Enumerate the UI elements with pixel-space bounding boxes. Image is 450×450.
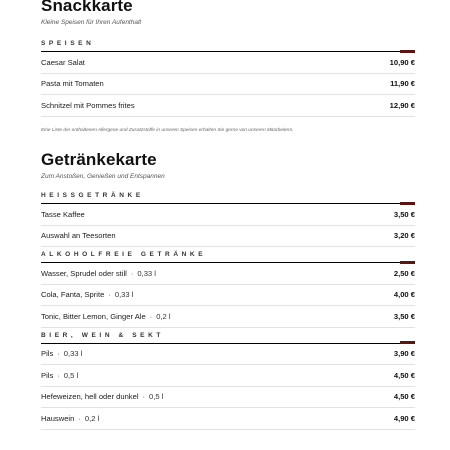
bullet-separator: ·	[142, 392, 146, 402]
item-price: 3,50 €	[393, 311, 415, 321]
section-label: BIER, WEIN & SEKT	[41, 331, 164, 339]
bullet-separator: ·	[149, 311, 153, 321]
section-accent	[400, 261, 415, 264]
bullet-separator: ·	[130, 268, 134, 278]
item-name: Pasta mit Tomaten	[41, 79, 104, 89]
item-price: 3,50 €	[393, 209, 415, 219]
item-price: 12,90 €	[389, 100, 415, 110]
item-list	[41, 52, 415, 117]
snack-subtitle: Kleine Speisen für Ihren Aufenthalt	[41, 19, 142, 26]
item-name: Auswahl an Teesorten	[41, 231, 116, 241]
item-price: 3,20 €	[393, 231, 415, 241]
bullet-separator: ·	[108, 290, 111, 300]
section-label: SPEISEN	[41, 40, 95, 47]
drinks-subtitle: Zum Anstoßen, Genießen und Entspannen	[41, 173, 165, 180]
section-header	[41, 330, 415, 344]
item-name-wrap	[41, 58, 85, 67]
item-name: Wasser, Sprudel oder still	[41, 268, 127, 278]
drink-section	[41, 330, 415, 430]
item-name-wrap	[41, 101, 135, 110]
menu-item-row	[41, 285, 415, 307]
drink-section	[41, 190, 415, 247]
item-name-wrap	[41, 269, 156, 278]
menu-item-row	[41, 344, 415, 366]
item-name-wrap	[41, 392, 163, 401]
menu-item-row	[41, 204, 415, 226]
menu-item-row	[41, 365, 415, 387]
item-name: Schnitzel mit Pommes frites	[41, 100, 135, 110]
allergen-note: Eine Liste der enthaltenen Allergene und Zusatzstoffe in unseren Speisen erhalten Sie gerne von unseren Mitarbeitern.	[41, 128, 294, 133]
drinks-title: Getränkekarte	[41, 150, 157, 169]
item-price: 2,50 €	[393, 268, 415, 278]
drink-sections	[41, 190, 415, 430]
menu-item-row	[41, 263, 415, 285]
menu-item-row	[41, 226, 415, 248]
section-label: HEISSGETRÄNKE	[41, 192, 144, 199]
item-name-wrap	[41, 210, 85, 219]
item-size: 0,33 l	[114, 290, 134, 300]
item-price: 4,50 €	[393, 370, 415, 380]
section-header	[41, 38, 415, 52]
item-size: 0,5 l	[63, 370, 79, 380]
bullet-separator: ·	[78, 413, 81, 423]
item-name-wrap	[41, 312, 171, 321]
item-size: 0,2 l	[84, 413, 100, 423]
bullet-separator: ·	[57, 370, 60, 380]
section-header	[41, 190, 415, 204]
item-price: 4,50 €	[393, 392, 415, 402]
menu-item-row	[41, 408, 415, 430]
menu-item-row	[41, 306, 415, 328]
item-name: Tasse Kaffee	[41, 209, 85, 219]
item-name-wrap	[41, 231, 116, 240]
section-label: ALKOHOLFREIE GETRÄNKE	[41, 251, 207, 258]
item-name: Tonic, Bitter Lemon, Ginger Ale	[41, 311, 146, 321]
item-name: Hauswein	[41, 413, 75, 423]
snack-menu	[41, 0, 415, 27]
item-name: Cola, Fanta, Sprite	[41, 290, 105, 300]
bullet-separator: ·	[57, 349, 60, 359]
item-name: Hefeweizen, hell oder dunkel	[41, 392, 139, 402]
item-size: 0,5 l	[149, 392, 164, 402]
section-accent	[400, 50, 415, 53]
item-name-wrap	[41, 371, 78, 380]
item-price: 3,90 €	[393, 349, 415, 359]
section-accent	[400, 341, 415, 344]
item-name: Caesar Salat	[41, 57, 85, 67]
item-price: 10,90 €	[389, 57, 415, 67]
item-size: 0,33 l	[63, 349, 83, 359]
item-name-wrap	[41, 414, 99, 423]
item-size: 0,33 l	[137, 268, 156, 278]
item-name-wrap	[41, 290, 133, 299]
section-accent	[400, 202, 415, 205]
section-speisen	[41, 38, 415, 117]
menu-item-row	[41, 95, 415, 117]
item-name: Pils	[41, 349, 54, 359]
drink-section	[41, 249, 415, 328]
item-price: 11,90 €	[390, 79, 415, 89]
menu-item-row	[41, 387, 415, 409]
drinks-menu	[41, 150, 415, 181]
item-name-wrap	[41, 349, 82, 358]
item-price: 4,00 €	[393, 290, 415, 300]
section-header	[41, 249, 415, 263]
item-size: 0,2 l	[156, 311, 171, 321]
item-name-wrap	[41, 79, 104, 88]
snack-title: Snackkarte	[41, 0, 133, 15]
item-name: Pils	[41, 370, 54, 380]
menu-item-row	[41, 52, 415, 74]
item-price: 4,90 €	[393, 413, 415, 423]
menu-item-row	[41, 74, 415, 96]
